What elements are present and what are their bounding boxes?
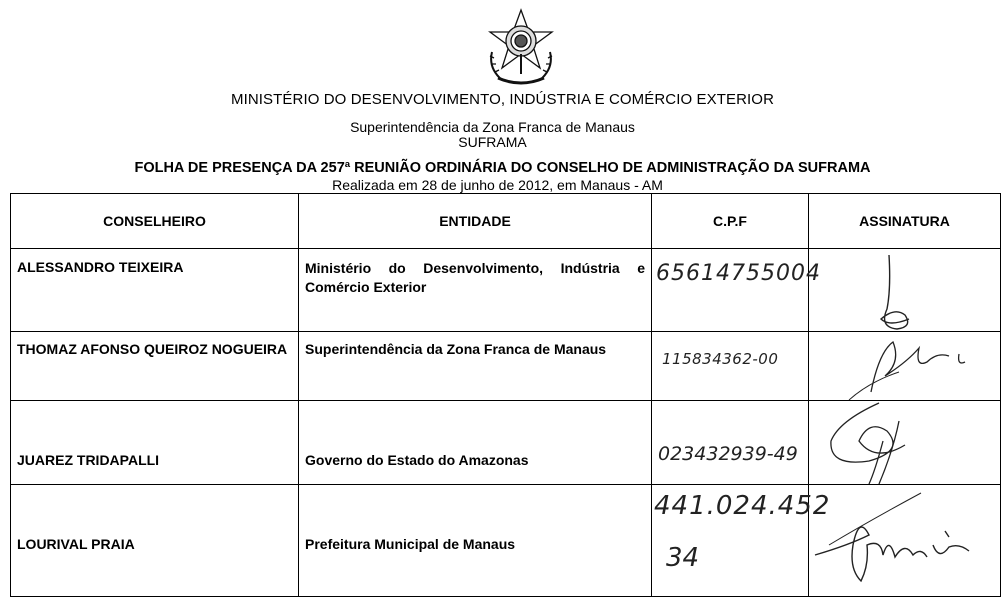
signature-cell — [809, 332, 1001, 401]
column-header-cpf: C.P.F — [652, 194, 809, 249]
entidade-cell — [299, 401, 652, 485]
entidade-cell — [299, 249, 652, 332]
table-row — [11, 485, 1001, 597]
entidade-cell — [299, 332, 652, 401]
document-subtitle: Realizada em 28 de junho de 2012, em Manaus - AM — [332, 177, 663, 193]
signature-cell — [809, 401, 1001, 485]
organization-acronym: SUFRAMA — [458, 134, 527, 150]
entidade-name: Superintendência da Zona Franca de Manaus — [305, 341, 607, 357]
conselheiro-cell — [11, 249, 299, 332]
cpf-handwritten: 65614755004 — [656, 261, 821, 286]
conselheiro-name: JUAREZ TRIDAPALLI — [17, 452, 160, 468]
entidade-name: Prefeitura Municipal de Manaus — [305, 535, 516, 552]
cpf-handwritten-line2: 34 — [666, 543, 700, 573]
conselheiro-cell — [11, 485, 299, 597]
cpf-cell — [652, 401, 809, 485]
cpf-cell — [652, 485, 831, 597]
organization-name: Superintendência da Zona Franca de Manaus — [350, 119, 635, 135]
cpf-cell — [652, 332, 809, 401]
conselheiro-name: ALESSANDRO TEIXEIRA — [17, 259, 184, 275]
conselheiro-cell — [11, 401, 299, 485]
cpf-handwritten: 115834362-00 — [662, 350, 779, 368]
conselheiro-name: LOURIVAL PRAIA — [17, 535, 135, 552]
table-row — [11, 249, 1001, 332]
entidade-name: Governo do Estado do Amazonas — [305, 452, 529, 468]
signature-drawing — [809, 249, 1001, 331]
table-row — [11, 401, 1001, 485]
coat-of-arms-seal — [484, 8, 558, 90]
column-header-assinatura: ASSINATURA — [809, 194, 1001, 249]
signature-drawing — [809, 401, 1001, 484]
column-header-conselheiro: CONSELHEIRO — [11, 194, 299, 249]
document-title: FOLHA DE PRESENÇA DA 257ª REUNIÃO ORDINÁRIA DO CONSELHO DE ADMINISTRAÇÃO DA SUFRAMA — [134, 160, 871, 176]
table-header-row — [11, 194, 1001, 249]
conselheiro-cell — [11, 332, 299, 401]
entidade-name: Ministério do Desenvolvimento, Indústria e Comércio Exterior — [305, 260, 645, 295]
table-row — [11, 332, 1001, 401]
signature-cell — [809, 485, 1001, 597]
conselheiro-name: THOMAZ AFONSO QUEIROZ NOGUEIRA — [17, 341, 288, 357]
entidade-cell — [299, 485, 652, 597]
signature-cell — [809, 249, 1001, 332]
cpf-handwritten-line1: 441.024.452 — [654, 491, 831, 521]
cpf-handwritten: 023432939-49 — [658, 443, 798, 465]
signature-drawing — [809, 485, 1001, 596]
ministry-name: MINISTÉRIO DO DESENVOLVIMENTO, INDÚSTRIA E COMÉRCIO EXTERIOR — [230, 91, 774, 108]
signature-drawing — [809, 332, 1001, 400]
cpf-cell — [652, 249, 821, 332]
column-header-entidade: ENTIDADE — [299, 194, 652, 249]
attendance-table — [10, 193, 1001, 597]
